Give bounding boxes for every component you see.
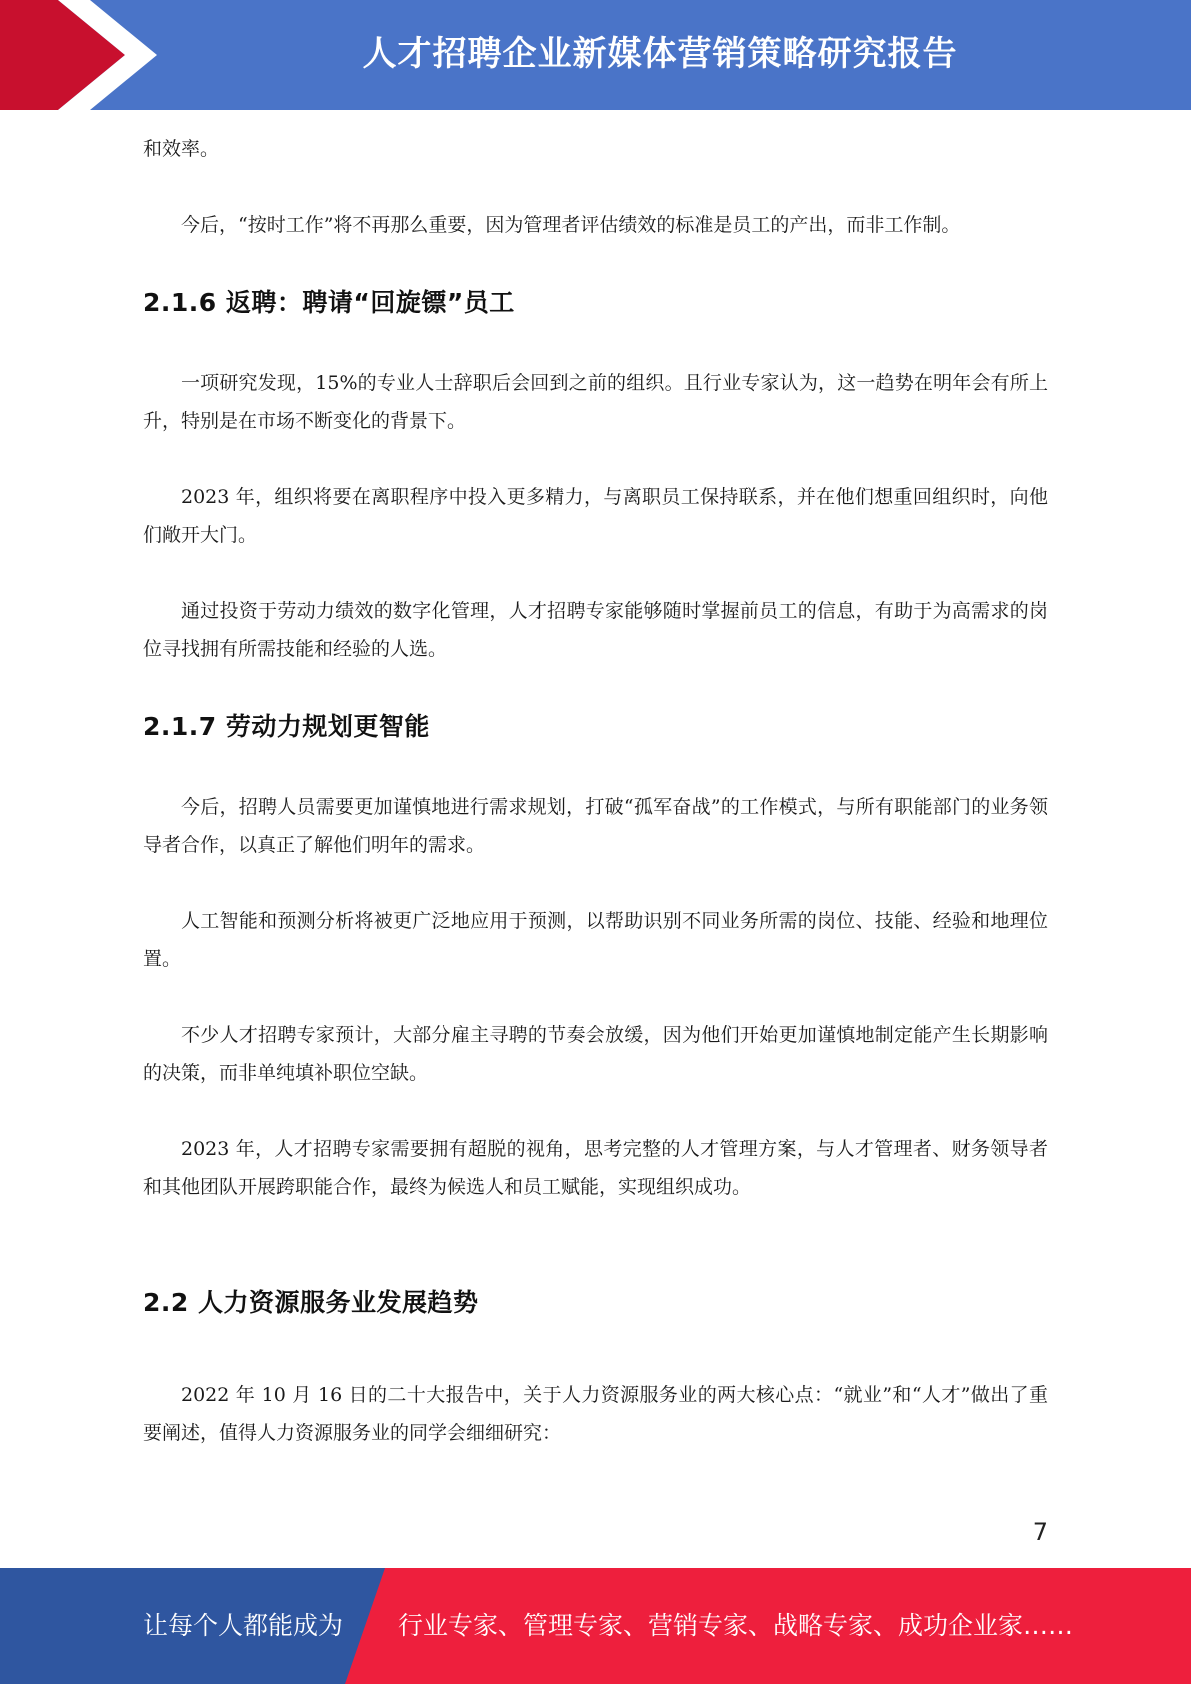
paragraph-continuation: 和效率。 — [143, 138, 220, 160]
page-header — [0, 0, 1191, 110]
paragraph: 2023 年，组织将要在离职程序中投入更多精力，与离职员工保持联系，并在他们想重回组织时，向他们敞开大门。 — [143, 486, 1048, 546]
section-heading-2-1-7: 2.1.7 劳动力规划更智能 — [143, 712, 430, 741]
paragraph: 人工智能和预测分析将被更广泛地应用于预测，以帮助识别不同业务所需的岗位、技能、经验和地理位置。 — [143, 910, 1048, 970]
paragraph: 一项研究发现，15%的专业人士辞职后会回到之前的组织。且行业专家认为，这一趋势在明年会有所上升，特别是在市场不断变化的背景下。 — [143, 372, 1048, 432]
header-title: 人才招聘企业新媒体营销策略研究报告 — [362, 34, 958, 74]
page-footer — [0, 1568, 1191, 1684]
paragraph: 不少人才招聘专家预计，大部分雇主寻聘的节奏会放缓，因为他们开始更加谨慎地制定能产生长期影响的决策，而非单纯填补职位空缺。 — [143, 1024, 1048, 1084]
footer-slogan-right: 行业专家、管理专家、营销专家、战略专家、成功企业家…… — [398, 1611, 1074, 1640]
section-heading-2-2: 2.2 人力资源服务业发展趋势 — [143, 1288, 479, 1317]
paragraph: 2022 年 10 月 16 日的二十大报告中，关于人力资源服务业的两大核心点：“就业”和“人才”做出了重要阐述，值得人力资源服务业的同学会细细研究： — [143, 1384, 1048, 1444]
paragraph: 今后，招聘人员需要更加谨慎地进行需求规划，打破“孤军奋战”的工作模式，与所有职能部门的业务领导者合作，以真正了解他们明年的需求。 — [143, 796, 1048, 856]
header-arrow-decoration — [0, 0, 200, 110]
paragraph: 通过投资于劳动力绩效的数字化管理，人才招聘专家能够随时掌握前员工的信息，有助于为高需求的岗位寻找拥有所需技能和经验的人选。 — [143, 600, 1048, 660]
page-number: 7 — [1032, 1518, 1048, 1546]
footer-slogan-left: 让每个人都能成为 — [143, 1611, 344, 1640]
main-content — [143, 130, 1048, 1452]
section-heading-2-1-6: 2.1.6 返聘：聘请“回旋镖”员工 — [143, 288, 515, 317]
paragraph: 今后，“按时工作”将不再那么重要，因为管理者评估绩效的标准是员工的产出，而非工作制。 — [181, 214, 961, 236]
paragraph: 2023 年，人才招聘专家需要拥有超脱的视角，思考完整的人才管理方案，与人才管理者、财务领导者和其他团队开展跨职能合作，最终为候选人和员工赋能，实现组织成功。 — [143, 1138, 1048, 1198]
